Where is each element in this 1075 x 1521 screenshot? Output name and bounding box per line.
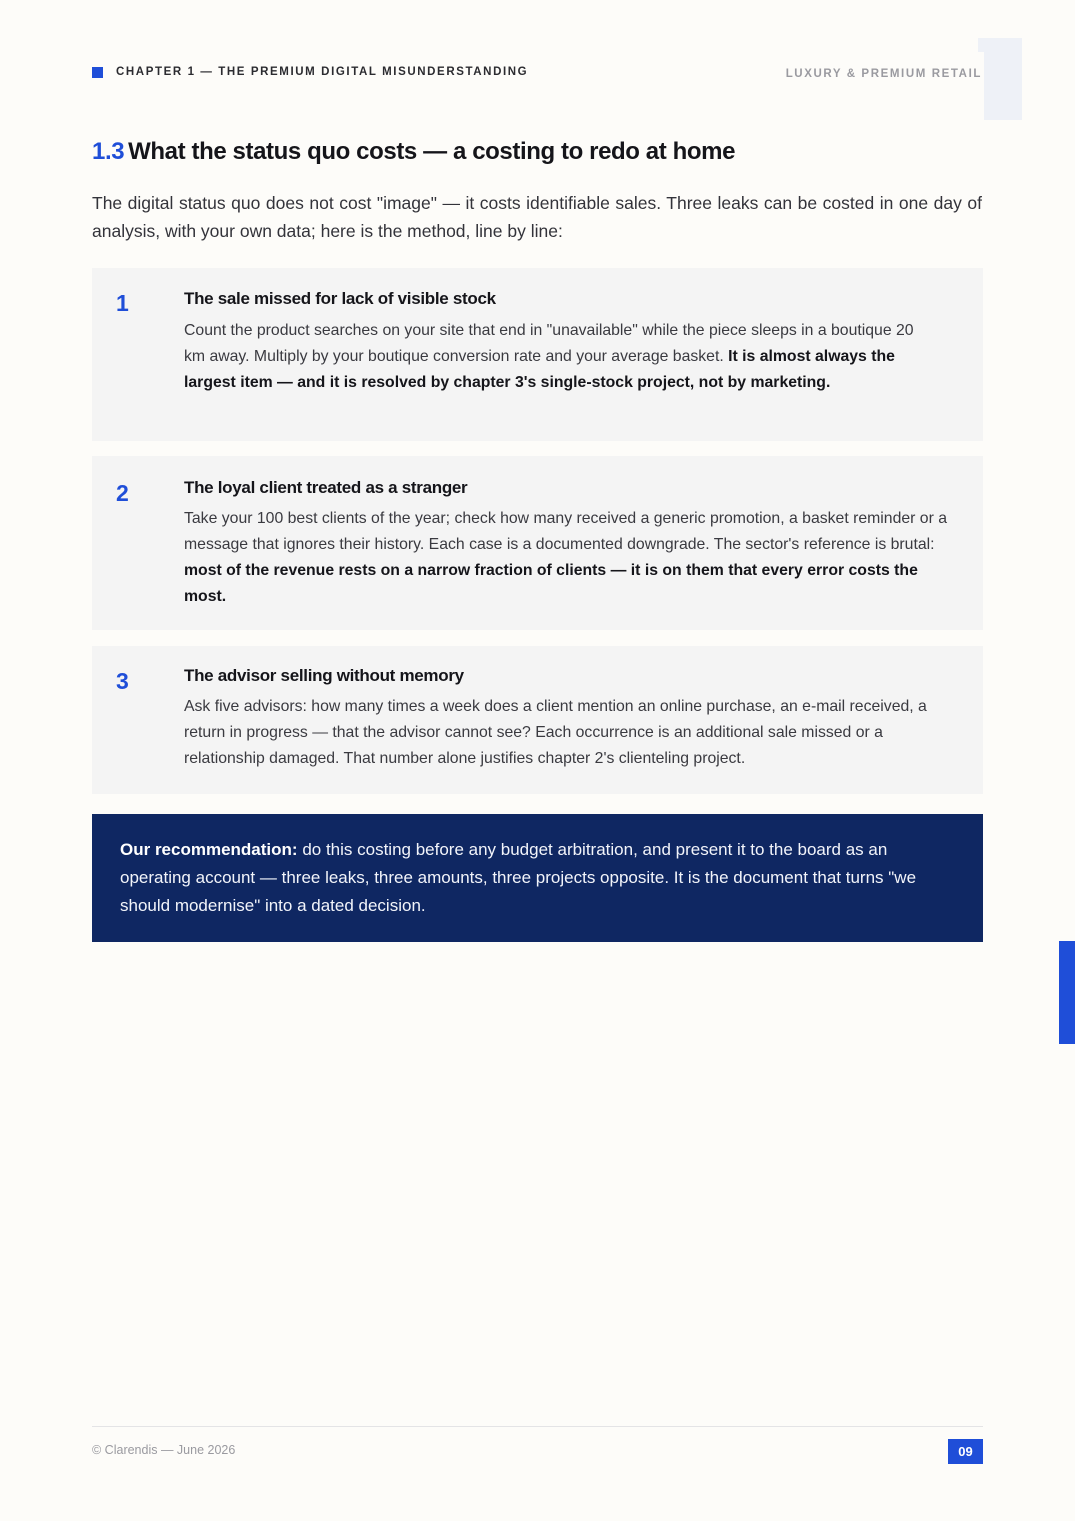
leak-body-text: Ask five advisors: how many times a week does a client mention an online purchase, an e-mail received, a return in progress — that the advisor cannot see? Each occurrence is an additional sale missed or a relationship damaged. That number alone justifies chapter 2's clienteling project. xyxy=(184,698,927,767)
leak-number: 2 xyxy=(116,480,129,506)
leak-card-1 xyxy=(92,268,983,441)
leak-body xyxy=(184,506,964,610)
chapter-numeral-decoration xyxy=(984,38,1022,120)
section-number: 1.3 xyxy=(92,138,125,165)
section-title-text: What the status quo costs — a costing to redo at home xyxy=(128,138,736,165)
leak-number: 1 xyxy=(116,290,129,316)
leak-body xyxy=(184,318,914,396)
running-header xyxy=(92,66,982,78)
recommendation-text: do this costing before any budget arbitration, and present it to the board as an operating account — three leaks, three amounts, three projects opposite. It is the document that turns "we should modernise" into a dated decision. xyxy=(120,840,917,915)
page-number: 09 xyxy=(948,1439,983,1464)
leak-card-3 xyxy=(92,646,983,794)
square-marker-icon xyxy=(92,67,103,78)
section-title xyxy=(92,138,735,166)
leak-title: The sale missed for lack of visible stock xyxy=(184,289,496,308)
leak-body-text: Count the product searches on your site that end in "unavailable" while the piece sleeps in a boutique 20 km away. Multiply by your boutique conversion rate and your average basket. xyxy=(184,322,914,365)
intro-paragraph: The digital status quo does not cost "image" — it costs identifiable sales. Three leaks can be costed in one day of analysis, with your own data; here is the method, line by line: xyxy=(92,193,982,241)
leak-number: 3 xyxy=(116,668,129,694)
leak-body xyxy=(184,694,954,772)
section-label: LUXURY & PREMIUM RETAIL xyxy=(785,68,982,80)
leak-body-text: Take your 100 best clients of the year; check how many received a generic promotion, a basket reminder or a message that ignores their history. Each case is a documented downgrade. The sector's reference is brutal: xyxy=(184,510,948,553)
chapter-side-tab xyxy=(1059,941,1075,1044)
leak-title: The advisor selling without memory xyxy=(184,666,464,685)
running-header-chapter-group xyxy=(92,66,528,78)
leak-body-emphasis: most of the revenue rests on a narrow fraction of clients — it is on them that every error costs the most. xyxy=(184,562,918,605)
leak-body-emphasis: It is almost always the largest item — and it is resolved by chapter 3's single-stock project, not by marketing. xyxy=(184,348,895,391)
chapter-label: CHAPTER 1 — THE PREMIUM DIGITAL MISUNDERSTANDING xyxy=(116,66,529,78)
footer-copyright: © Clarendis — June 2026 xyxy=(92,1443,236,1457)
leak-title: The loyal client treated as a stranger xyxy=(184,478,468,497)
recommendation-label: Our recommendation: xyxy=(120,840,298,859)
leak-card-2 xyxy=(92,456,983,630)
recommendation-box xyxy=(92,814,983,942)
footer-divider xyxy=(92,1426,983,1427)
